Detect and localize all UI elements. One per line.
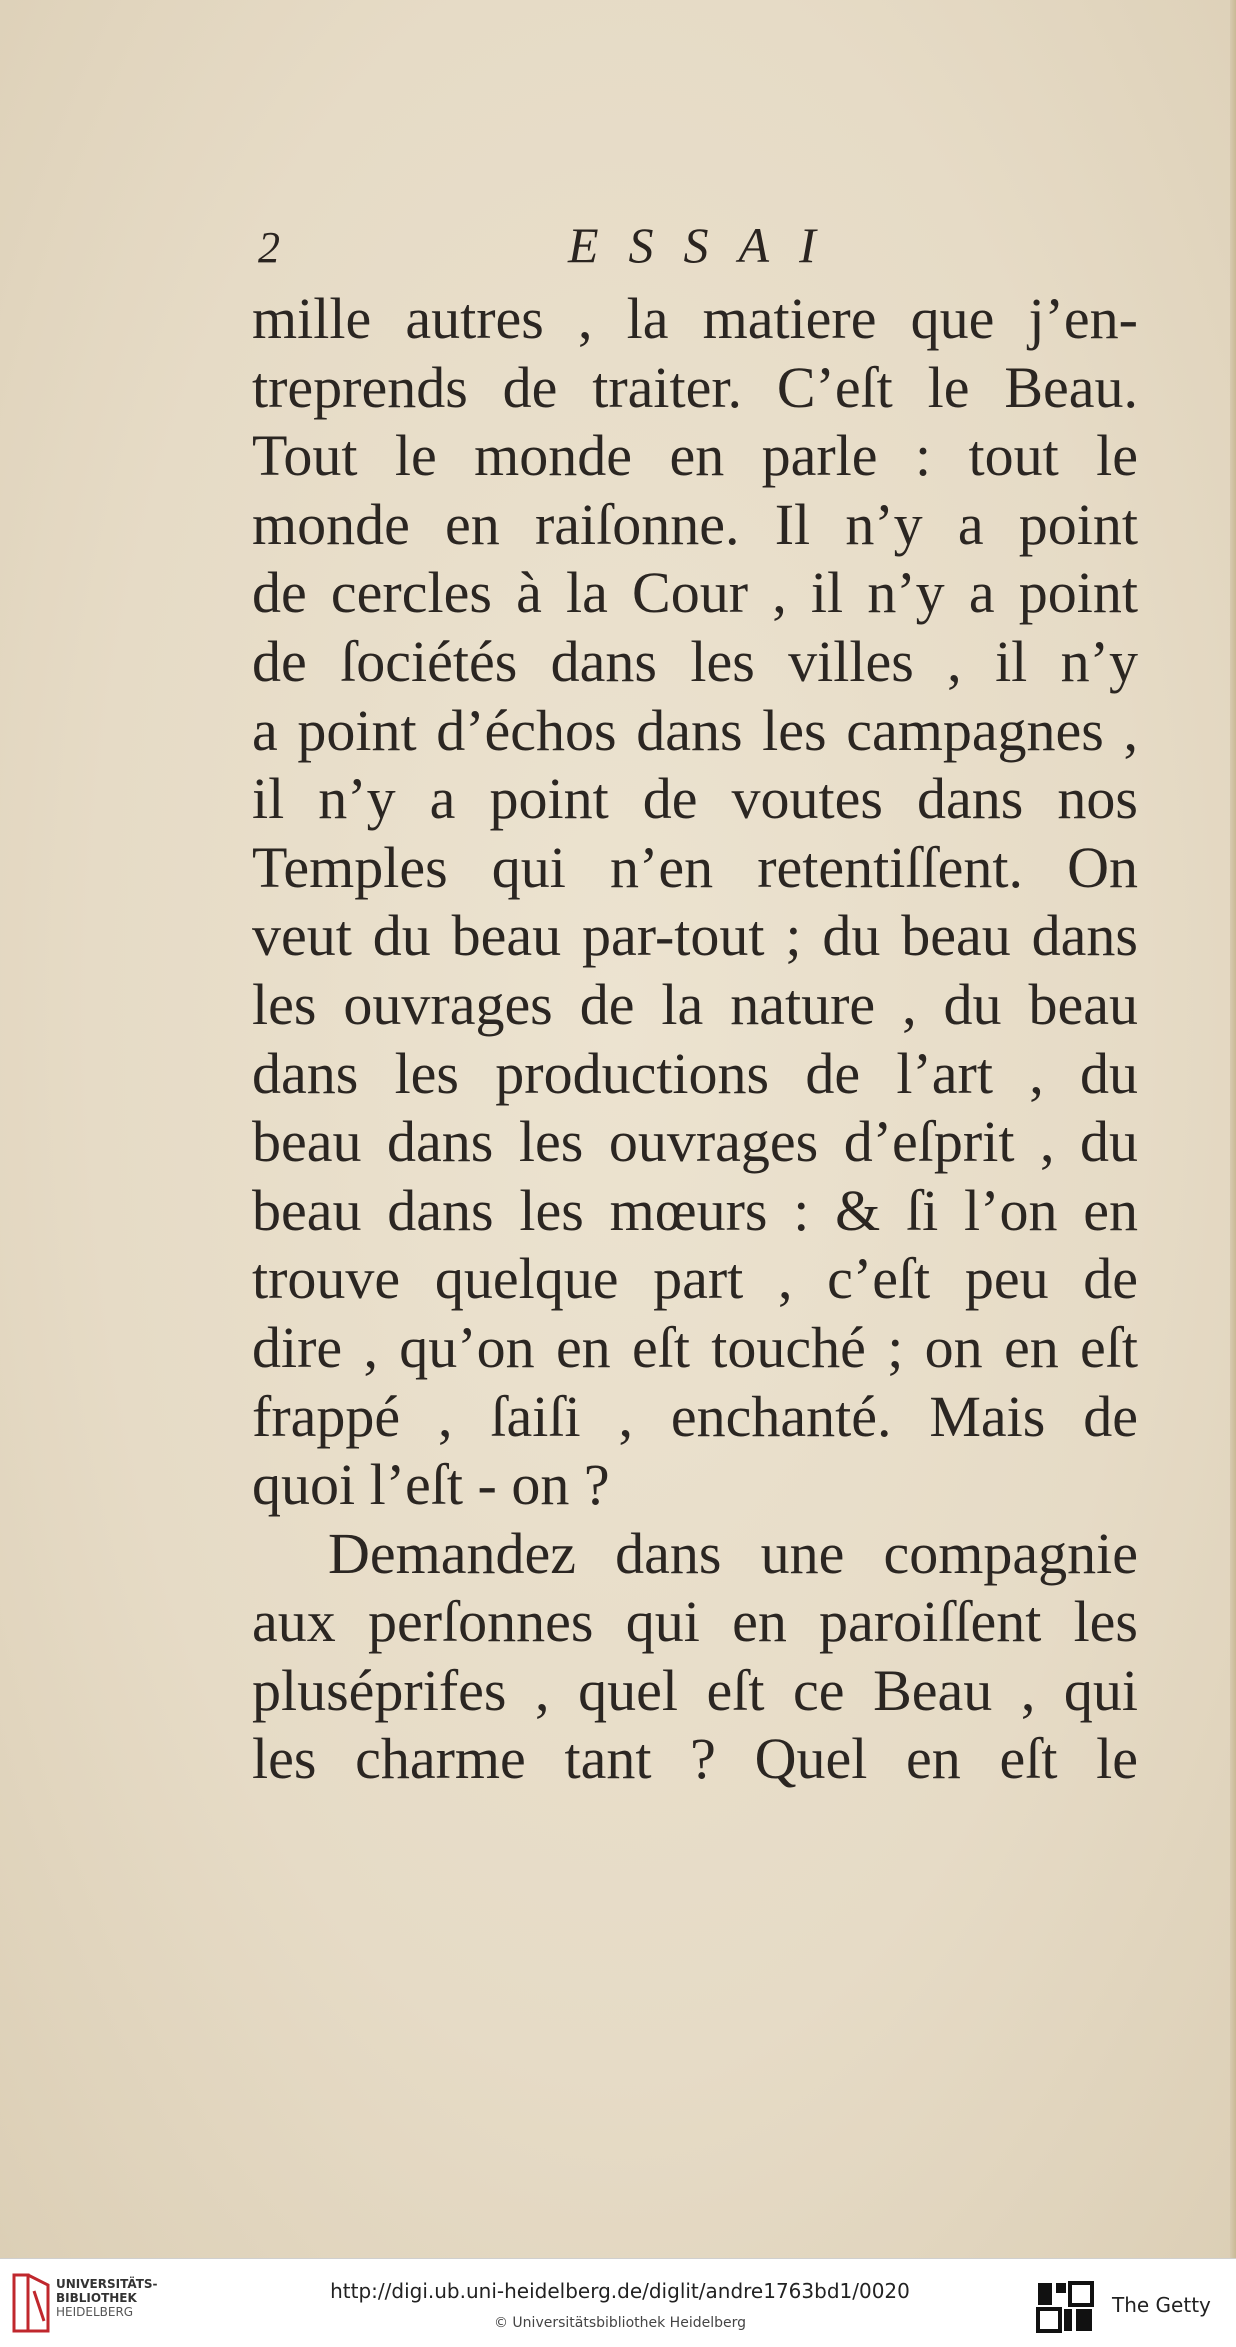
text-line: Temples qui n’en retentiſſent. On xyxy=(252,834,1138,900)
text-line: de cercles à la Cour , il n’y a point xyxy=(252,560,1138,626)
text-line: les ouvrages de la nature , du beau xyxy=(252,971,1138,1037)
text-line: beau dans les mœurs : & ſi l’on en xyxy=(252,1177,1138,1243)
text-line: Demandez dans une compagnie xyxy=(328,1520,1138,1586)
text-line: dans les productions de l’art , du xyxy=(252,1040,1138,1106)
text-line: frappé , ſaiſi , enchanté. Mais de xyxy=(252,1383,1138,1449)
text-line: beau dans les ouvrages d’eſprit , du xyxy=(252,1109,1138,1175)
text-line: de ſociétés dans les villes , il n’y xyxy=(252,628,1138,694)
body-text xyxy=(252,285,1138,1794)
library-name-line: HEIDELBERG xyxy=(56,2305,134,2319)
permalink-url[interactable]: http://digi.ub.uni-heidelberg.de/diglit/andre1763bd1/0020 xyxy=(330,2279,910,2303)
viewer-footer xyxy=(0,2258,1236,2347)
library-name xyxy=(56,2277,158,2319)
text-line: les charme tant ? Quel en eſt le xyxy=(252,1726,1138,1792)
copyright-notice: © Universitätsbibliothek Heidelberg xyxy=(493,2315,746,2331)
text-line: mille autres , la matiere que j’en- xyxy=(252,286,1138,351)
library-name-line: BIBLIOTHEK xyxy=(56,2291,137,2305)
text-line: dire , qu’on en eſt touché ; on en eſt xyxy=(252,1314,1138,1380)
text-line: treprends de traiter. C’eſt le Beau. xyxy=(252,354,1138,420)
page-number: 2 xyxy=(258,223,280,272)
partner-name: The Getty xyxy=(1112,2293,1211,2317)
university-library-logo-icon xyxy=(12,2271,52,2335)
text-line: veut du beau par-tout ; du beau dans xyxy=(252,903,1138,969)
text-line: aux perſonnes qui en paroiſſent les xyxy=(252,1589,1138,1655)
text-line: pluséprifes , quel eſt ce Beau , qui xyxy=(252,1657,1138,1723)
running-title: ESSAI xyxy=(568,217,846,273)
text-line: trouve quelque part , c’eſt peu de xyxy=(252,1246,1138,1312)
library-name-line: UNIVERSITÄTS- xyxy=(56,2277,158,2291)
text-line: il n’y a point de voutes dans nos xyxy=(252,766,1138,832)
text-line: monde en raiſonne. Il n’y a point xyxy=(252,491,1138,557)
page-header xyxy=(248,217,1148,282)
text-line: quoi l’eſt - on ? xyxy=(252,1452,610,1518)
text-line: a point d’échos dans les campagnes , xyxy=(252,697,1138,763)
getty-logo-icon xyxy=(1036,2281,1096,2333)
text-line: Tout le monde en parle : tout le xyxy=(252,423,1138,489)
